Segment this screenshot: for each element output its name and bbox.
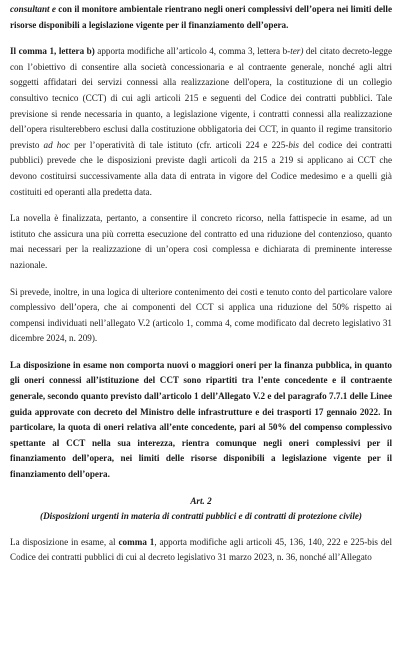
- article-title: Art. 2: [190, 495, 212, 506]
- paragraph-comma-1-b: [10, 44, 392, 200]
- document-page: [10, 2, 392, 577]
- paragraph-intro: [10, 2, 392, 33]
- comma-ref: comma 1: [118, 536, 155, 547]
- text-run: apporta modifiche all’articolo 4, comma 3, lettera b-: [94, 46, 291, 57]
- comma-ref: Il comma 1, lettera b): [10, 46, 95, 57]
- intro-lead: consultant e: [10, 4, 56, 14]
- text-run-italic: ter): [290, 46, 304, 57]
- intro-text: con il monitore ambientale rientrano negli oneri complessivi dell’opera nei limiti delle risorse disponibili a legislazione vigente per il finanziamento dell’opera.: [10, 4, 393, 30]
- text-run: del codice dei contratti pubblici) prevede che le disposizioni previste dagli articoli da 215 a 219 si applicano ai CCT che devono costituirsi successivamente alla data di entrata in vigore del Codice medesimo e a quelli già costituiti ed operanti alla predetta data.: [10, 139, 392, 197]
- text-run: La disposizione in esame, al: [10, 536, 119, 547]
- text-run-italic: ad hoc: [43, 139, 70, 150]
- text-run: , apporta modifiche agli articoli 45, 136, 140, 222 e 225-bis del Codice dei contratti pubblici di cui al decreto legislativo 31 marzo 2023, n. 36, nonché all’Allegato: [10, 536, 392, 563]
- paragraph-oneri: La disposizione in esame non comporta nuovi o maggiori oneri per la finanza pubblica, in quanto gli oneri connessi all’istituzione del CCT sono ripartiti tra l’ente concedente e il contraente generale, secondo quanto previsto dall’articolo 1 dell’Allegato V.2 e del paragrafo 7.7.1 delle Linee guida approvate con decreto del Ministro delle infrastrutture e dei trasporti 17 gennaio 2022. In particolare, la quota di oneri relativa all’ente concedente, pari al 50% del compenso complessivo spettante al CCT nella sua interezza, rientra comunque negli oneri complessivi per il finanziamento dell’opera, nei limiti delle risorse disponibili a legislazione vigente per il finanziamento dell’opera.: [10, 359, 392, 480]
- paragraph-novella: La novella è finalizzata, pertanto, a consentire il concreto ricorso, nella fattispecie in esame, ad un istituto che assicura una più corretta esecuzione del contratto ed una riduzione del contenzioso, quanto mai necessari per la realizzazione di un’opera così complessa e dichiarata di preminente interesse nazionale.: [10, 213, 392, 270]
- article-subtitle: (Disposizioni urgenti in materia di contratti pubblici e di contratti di protezione civile): [40, 511, 362, 522]
- paragraph-art2-comma-1: [10, 535, 392, 566]
- text-run: per l’operatività di tale istituto (cfr. articoli 224 e 225-: [69, 139, 289, 150]
- text-run: del citato decreto-legge con l’obiettivo di consentire alla società concessionaria e al contraente generale, nonché agli altri soggetti affidatari dei servizi connessi alla realizzazione dell'opera, la costituzione di un collegio consultivo tecnico (CCT) di cui agli articoli 215 e seguenti del Codice dei contratti pubblici. Tale previsione si rende necessaria in quanto, a legislazione vigente, i contratti connessi alla realizzazione dell’opera risulterebbero esclusi dalla costituzione obbligatoria dei CCT, in quanto il regime transitorio previsto: [10, 46, 393, 150]
- text-run-italic: bis: [288, 139, 299, 150]
- paragraph-riduzione: Si prevede, inoltre, in una logica di ulteriore contenimento dei costi e tenuto conto del particolare valore complessivo dell’opera, che ai componenti del CCT si applica una riduzione del 50% rispetto ai compensi individuati nell’allegato V.2 (articolo 1, comma 4, come modificato dal decreto legislativo 31 dicembre 2024, n. 209).: [10, 286, 392, 344]
